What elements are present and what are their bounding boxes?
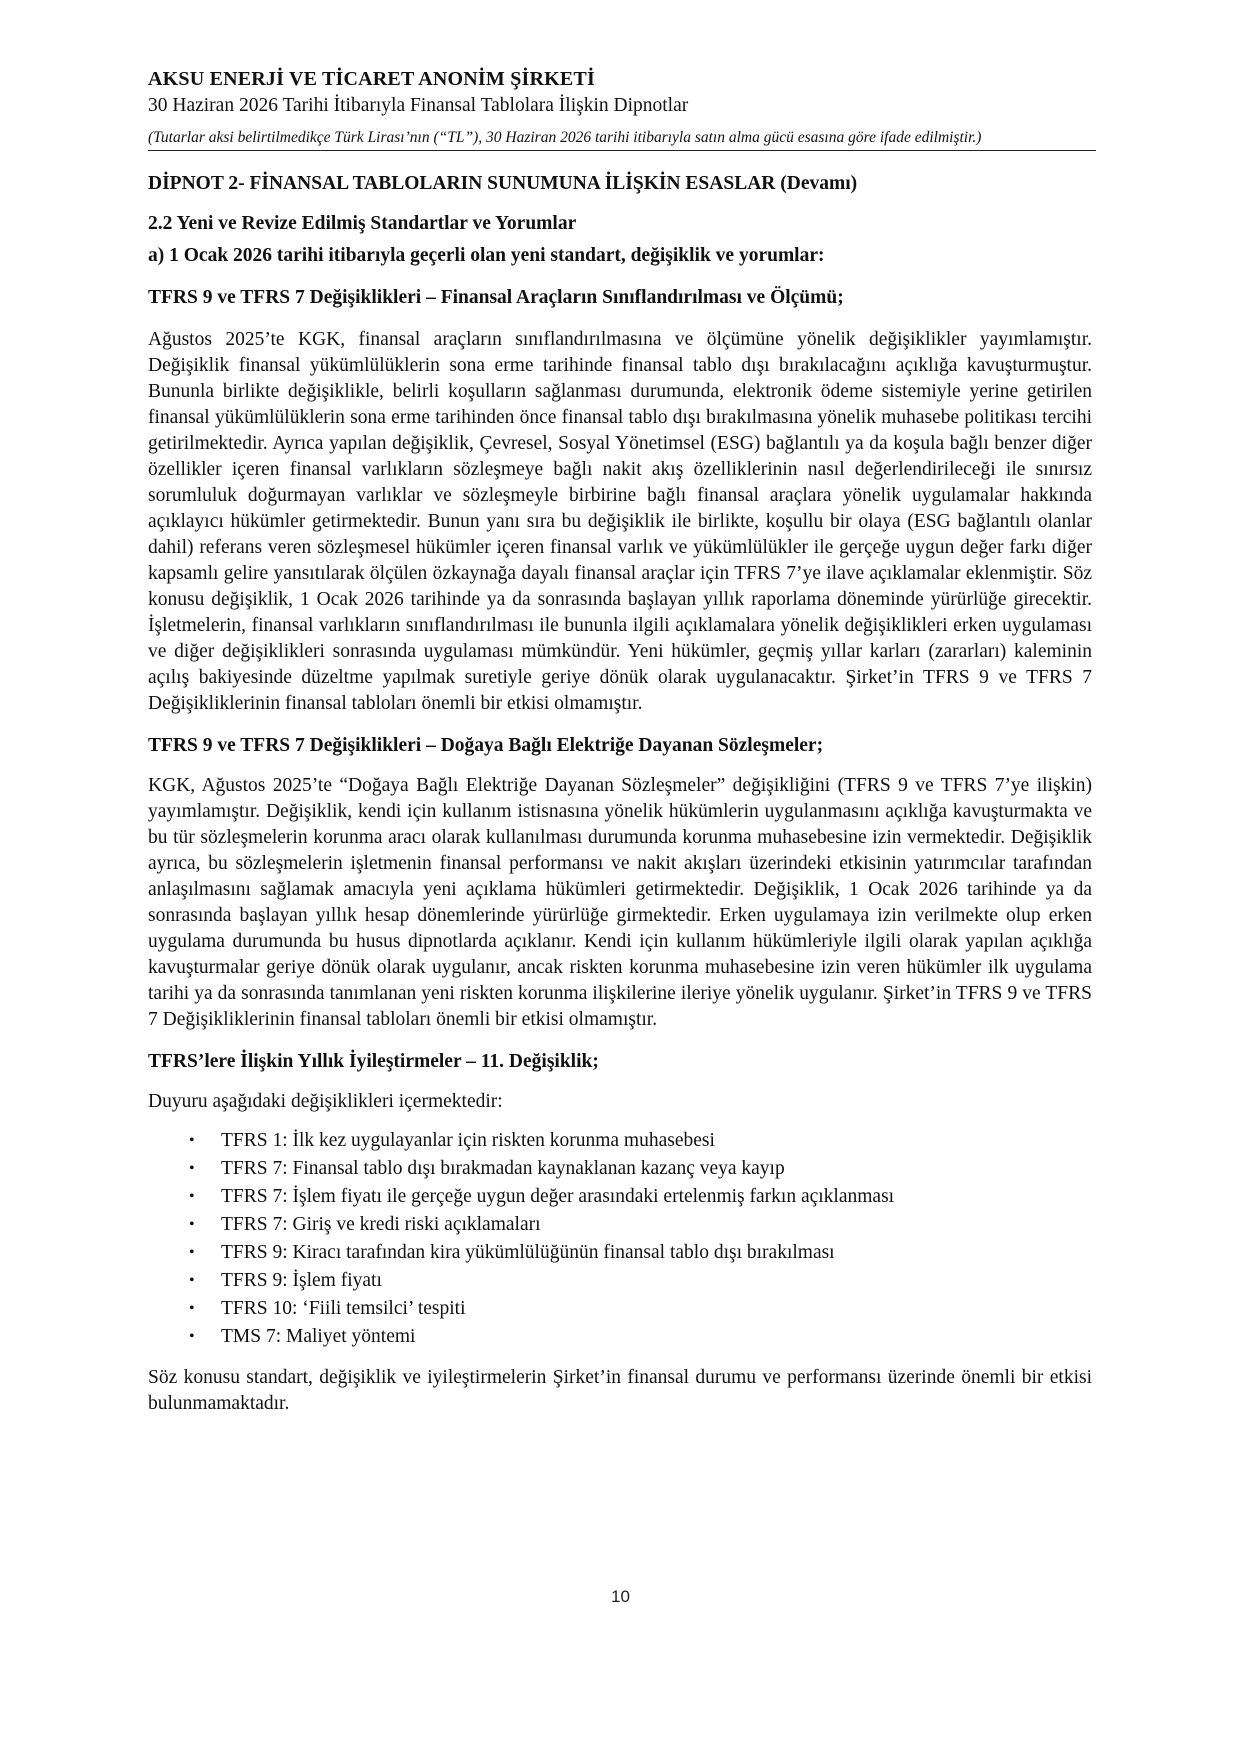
bullet-icon: •: [189, 1216, 195, 1233]
list-item: • TFRS 7: Finansal tablo dışı bırakmadan kaynaklanan kazanç veya kayıp: [221, 1155, 1092, 1183]
bullet-icon: •: [189, 1272, 195, 1289]
list-item: • TFRS 1: İlk kez uygulayanlar için riskten korunma muhasebesi: [221, 1127, 1092, 1155]
document-subtitle: 30 Haziran 2026 Tarihi İtibarıyla Finansal Tablolara İlişkin Dipnotlar: [148, 95, 689, 116]
bullet-icon: •: [189, 1328, 195, 1345]
list-item: • TFRS 7: Giriş ve kredi riski açıklamaları: [221, 1211, 1092, 1239]
document-page: [148, 66, 1092, 1417]
bullet-icon: •: [189, 1300, 195, 1317]
improvements-intro: Duyuru aşağıdaki değişiklikleri içermektedir:: [148, 1091, 503, 1112]
list-item: • TFRS 10: ‘Fiili temsilci’ tespiti: [221, 1295, 1092, 1323]
bullet-icon: •: [189, 1188, 195, 1205]
improvements-heading: TFRS’lere İlişkin Yıllık İyileştirmeler – 11. Değişiklik;: [148, 1051, 599, 1072]
subsection-title: 2.2 Yeni ve Revize Edilmiş Standartlar ve Yorumlar: [148, 213, 577, 234]
section-title: DİPNOT 2- FİNANSAL TABLOLARIN SUNUMUNA İLİŞKİN ESASLAR (Devamı): [148, 173, 858, 194]
topic-heading-classification: TFRS 9 ve TFRS 7 Değişiklikleri – Finansal Araçların Sınıflandırılması ve Ölçümü;: [148, 287, 844, 308]
improvements-list: [148, 1127, 1092, 1351]
list-item: • TFRS 7: İşlem fiyatı ile gerçeğe uygun değer arasındaki ertelenmiş farkın açıklanması: [221, 1183, 1092, 1211]
topic-heading-nature-electricity: TFRS 9 ve TFRS 7 Değişiklikleri – Doğaya Bağlı Elektriğe Dayanan Sözleşmeler;: [148, 735, 824, 756]
improvements-conclusion: Söz konusu standart, değişiklik ve iyileştirmelerin Şirket’in finansal durumu ve performansı üzerinde önemli bir etkisi bulunmamaktadır.: [148, 1367, 1092, 1414]
list-item: • TFRS 9: İşlem fiyatı: [221, 1267, 1092, 1295]
list-item: • TFRS 9: Kiracı tarafından kira yükümlülüğünün finansal tablo dışı bırakılması: [221, 1239, 1092, 1267]
company-name: AKSU ENERJİ VE TİCARET ANONİM ŞİRKETİ: [148, 68, 595, 90]
bullet-icon: •: [189, 1160, 195, 1177]
bullet-icon: •: [189, 1244, 195, 1261]
currency-note: (Tutarlar aksi belirtilmedikçe Türk Lirası’nın (“TL”), 30 Haziran 2026 tarihi itibarıyla satın alma gücü esasına göre ifade edilmiştir.): [148, 128, 1096, 151]
bullet-icon: •: [189, 1132, 195, 1149]
list-item: • TMS 7: Maliyet yöntemi: [221, 1323, 1092, 1351]
subsubsection-title: a) 1 Ocak 2026 tarihi itibarıyla geçerli olan yeni standart, değişiklik ve yorumlar:: [148, 245, 825, 266]
topic-text-classification: Ağustos 2025’te KGK, finansal araçların sınıflandırılmasına ve ölçümüne yönelik değişiklikler yayımlamıştır. Değişiklik finansal yükümlülüklerin sona erme tarihinde finansal tablo dışı bırakılacağını açıklığa kavuşturmuştur. Bununla birlikte değişiklikle, belirli koşulların sağlanması durumunda, elektronik ödeme sistemiyle yerine getirilen finansal yükümlülüklerin sona erme tarihinden önce finansal tablo dışı bırakılmasına yönelik muhasebe politikası tercihi getirilmektedir. Ayrıca yapılan değişiklik, Çevresel, Sosyal Yönetimsel (ESG) bağlantılı ya da koşula bağlı benzer diğer özellikler içeren finansal varlıkların sözleşmeye bağlı nakit akış özelliklerinin nasıl değerlendirileceği ile sınırsız sorumluluk doğurmayan varlıklar ve sözleşmeyle birbirine bağlı finansal araçlara yönelik uygulamalar hakkında açıklayıcı hükümler getirmektedir. Bunun yanı sıra bu değişiklik ile birlikte, koşullu bir olaya (ESG bağlantılı olanlar dahil) referans veren sözleşmesel hükümler içeren finansal varlık ve yükümlülükler ile gerçeğe uygun değer farkı diğer kapsamlı gelire yansıtılarak ölçülen özkaynağa dayalı finansal araçlar için TFRS 7’ye ilave açıklamalar eklenmiştir. Söz konusu değişiklik, 1 Ocak 2026 tarihinde ya da sonrasında başlayan yıllık raporlama döneminde yürürlüğe girecektir. İşletmelerin, finansal varlıkların sınıflandırılması ile bununla ilgili açıklamalara yönelik değişiklikleri erken uygulaması ve diğer değişiklikleri sonrasında uygulaması mümkündür. Yeni hükümler, geçmiş yıllar karları (zararları) kaleminin açılış bakiyesinde düzeltme yapılmak suretiyle geriye dönük olarak uygulanacaktır. Şirket’in TFRS 9 ve TFRS 7 Değişikliklerinin finansal tabloları önemli bir etkisi olmamıştır.: [148, 329, 1092, 714]
page-number: 10: [611, 1587, 630, 1606]
topic-text-nature-electricity: KGK, Ağustos 2025’te “Doğaya Bağlı Elektriğe Dayanan Sözleşmeler” değişikliğini (TFRS 9 ve TFRS 7’ye ilişkin) yayımlamıştır. Değişiklik, kendi için kullanım istisnasına yönelik hükümlerin uygulanmasını açıklığa kavuşturmakta ve bu tür sözleşmelerin korunma aracı olarak kullanılması durumunda korunma muhasebesine izin vermektedir. Değişiklik ayrıca, bu sözleşmelerin işletmenin finansal performansı ve nakit akışları üzerindeki etkisinin yatırımcılar tarafından anlaşılmasını sağlamak amacıyla yeni açıklama hükümleri getirmektedir. Değişiklik, 1 Ocak 2026 tarihinde ya da sonrasında başlayan yıllık hesap dönemlerinde yürürlüğe girmektedir. Erken uygulamaya izin verilmekte olup erken uygulama durumunda bu husus dipnotlarda açıklanır. Kendi için kullanım hükümleriyle ilgili olarak yapılan açıklığa kavuşturmalar geriye dönük olarak uygulanır, ancak riskten korunma muhasebesine izin veren hükümler ilk uygulama tarihi ya da sonrasında tanımlanan yeni riskten korunma ilişkilerine ileriye yönelik uygulanır. Şirket’in TFRS 9 ve TFRS 7 Değişikliklerinin finansal tabloları önemli bir etkisi olmamıştır.: [148, 775, 1092, 1030]
